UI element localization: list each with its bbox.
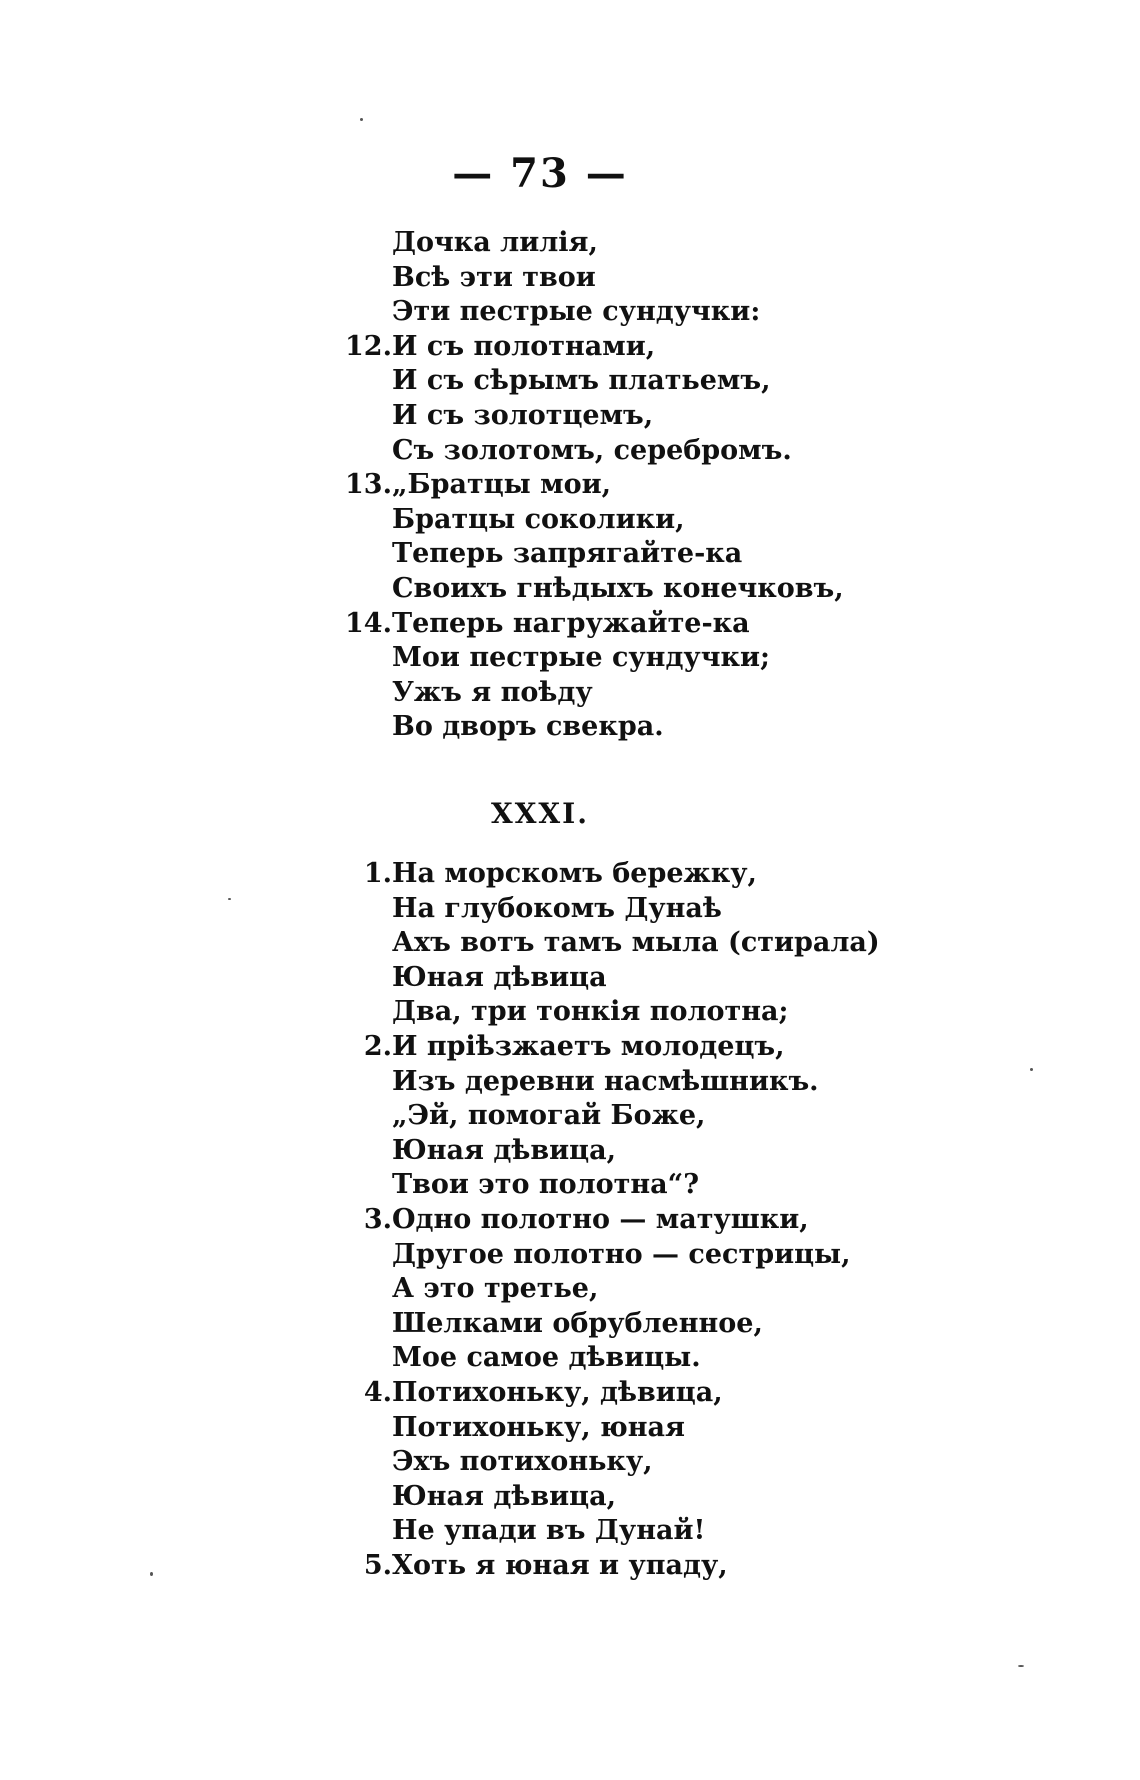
verse-line <box>0 1203 1140 1238</box>
stanza-number: 4. <box>363 1376 392 1408</box>
verse-line <box>0 1376 1140 1411</box>
verse-text: И съ полотнами, <box>392 330 656 362</box>
verse-text: Своихъ гнѣдыхъ конечковъ, <box>392 572 844 604</box>
verse-line <box>0 1341 1140 1376</box>
page-number: — 73 — <box>452 150 628 197</box>
verse-text: И съ золотцемъ, <box>392 399 654 431</box>
verse-text: Потихоньку, дѣвица, <box>392 1376 723 1408</box>
verse-text: На глубокомъ Дунаѣ <box>392 892 722 924</box>
verse-line <box>0 295 1140 330</box>
verse-line <box>0 1099 1140 1134</box>
verse-line <box>0 572 1140 607</box>
verse-line <box>0 330 1140 365</box>
verse-text: На морскомъ бережку, <box>392 858 757 889</box>
verse-text: Эхъ потихоньку, <box>392 1446 653 1478</box>
verse-text: Братцы соколики, <box>392 503 685 535</box>
verse-line <box>0 961 1140 996</box>
scan-speck <box>1018 1665 1024 1667</box>
section-title: XXXI. <box>490 797 590 830</box>
scan-speck <box>150 1572 153 1576</box>
verse-text: Ужъ я поѣду <box>392 676 593 708</box>
verse-line <box>0 1134 1140 1169</box>
verse-text: „Братцы мои, <box>392 469 612 501</box>
stanza-number: 3. <box>363 1203 392 1235</box>
verse-text: Дочка лилія, <box>392 227 598 258</box>
verse-text: Ахъ вотъ тамъ мыла (стирала) <box>392 927 880 959</box>
verse-line <box>0 926 1140 961</box>
verse-line <box>0 676 1140 711</box>
verse-line <box>0 1445 1140 1480</box>
verse-line <box>0 607 1140 642</box>
verse-line <box>0 892 1140 927</box>
stanza-number: 14. <box>345 607 392 639</box>
verse-line <box>0 1168 1140 1203</box>
verse-text: Хоть я юная и упаду, <box>392 1549 728 1581</box>
verse-text: И пріѣзжаетъ молодецъ, <box>392 1030 785 1062</box>
stanza-number: 5. <box>363 1549 392 1581</box>
verse-line <box>0 1238 1140 1273</box>
verse-line <box>0 364 1140 399</box>
verse-text: Эти пестрые сундучки: <box>392 296 761 328</box>
scan-speck <box>1030 1068 1033 1071</box>
verse-text: Теперь запрягайте-ка <box>392 538 743 570</box>
verse-text: Во дворъ свекра. <box>392 711 664 743</box>
verse-text: Теперь нагружайте-ка <box>392 607 750 639</box>
verse-line <box>0 399 1140 434</box>
verse-line <box>0 537 1140 572</box>
verse-line <box>0 1549 1140 1584</box>
verse-text: Твои это полотна“? <box>392 1169 700 1201</box>
verse-line <box>0 1411 1140 1446</box>
scan-speck <box>228 898 231 900</box>
verse-text: А это третье, <box>392 1273 599 1305</box>
verse-line <box>0 434 1140 469</box>
verse-text: Два, три тонкія полотна; <box>392 996 789 1028</box>
verse-line <box>0 226 1140 261</box>
verse-text: Юная дѣвица, <box>392 1480 616 1512</box>
verse-text: „Эй, помогай Боже, <box>392 1100 706 1132</box>
stanza-number: 2. <box>363 1030 392 1062</box>
verse-text: И съ сѣрымъ платьемъ, <box>392 365 771 397</box>
verse-text: Юная дѣвица <box>392 961 607 993</box>
verse-line <box>0 1514 1140 1549</box>
scan-speck <box>360 118 363 121</box>
stanza-number: 13. <box>345 469 392 501</box>
stanza-number: 12. <box>345 330 392 362</box>
stanza-number: 1. <box>363 858 392 889</box>
verse-text: Не упади въ Дунай! <box>392 1515 706 1547</box>
verse-text: Одно полотно — матушки, <box>392 1203 809 1235</box>
verse-text: Юная дѣвица, <box>392 1134 616 1166</box>
verse-text: Потихоньку, юная <box>392 1411 685 1443</box>
verse-line <box>0 468 1140 503</box>
verse-text: Мое самое дѣвицы. <box>392 1342 701 1374</box>
verse-line <box>0 1480 1140 1515</box>
verse-text: Мои пестрые сундучки; <box>392 642 770 674</box>
verse-line <box>0 710 1140 745</box>
verse-line <box>0 1065 1140 1100</box>
verse-text: Съ золотомъ, серебромъ. <box>392 434 792 466</box>
verse-block-bottom <box>0 857 1140 1583</box>
verse-line <box>0 857 1140 892</box>
verse-text: Изъ деревни насмѣшникъ. <box>392 1065 819 1097</box>
verse-line <box>0 503 1140 538</box>
verse-line <box>0 1307 1140 1342</box>
verse-line <box>0 261 1140 296</box>
verse-text: Шелками обрубленное, <box>392 1307 763 1339</box>
verse-line <box>0 1272 1140 1307</box>
verse-line <box>0 641 1140 676</box>
verse-text: Другое полотно — сестрицы, <box>392 1238 851 1270</box>
verse-line <box>0 1030 1140 1065</box>
verse-block-top <box>0 226 1140 745</box>
verse-text: Всѣ эти твои <box>392 261 596 293</box>
verse-line <box>0 995 1140 1030</box>
